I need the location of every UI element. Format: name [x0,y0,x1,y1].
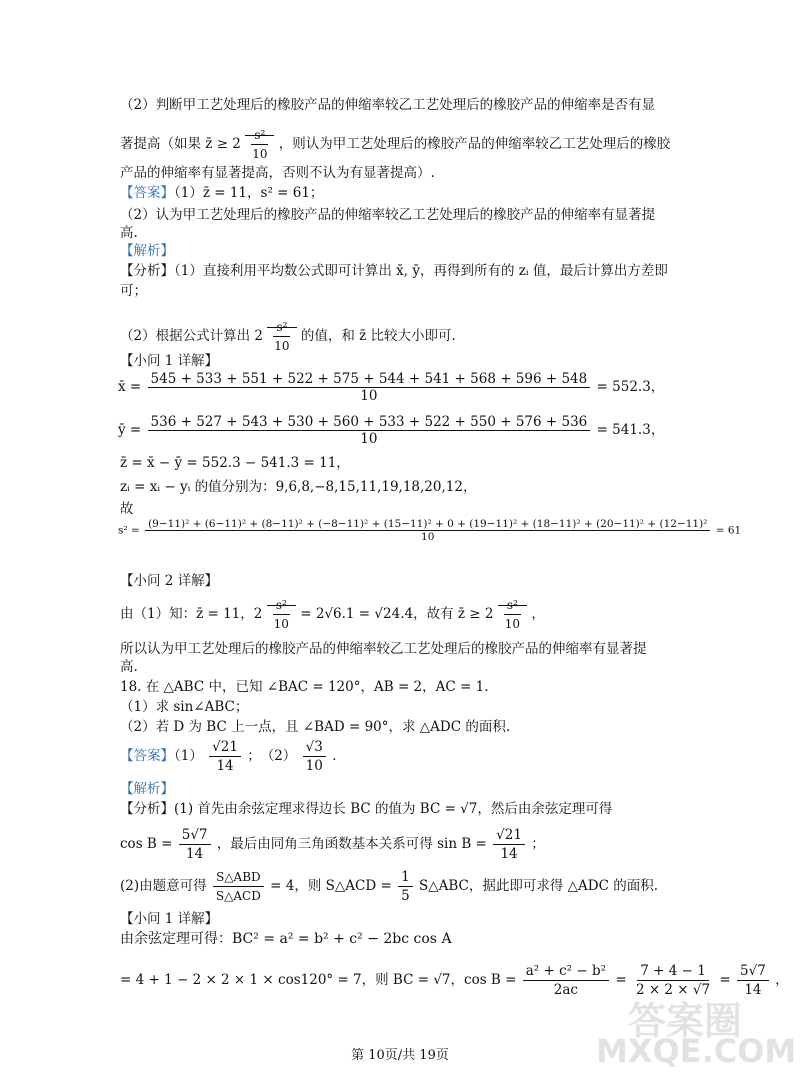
analysis-2-line-1 [120,800,612,818]
one-fifth-num: 1 [398,868,413,887]
one-fifth-den: 5 [401,888,410,904]
sub2-post: ， [531,606,545,622]
question-18-line-2: （1）求 sin∠ABC； [120,699,249,715]
frac-num: s² [251,126,268,145]
subquestion-2-line-3: 高. [120,659,138,675]
sqrt-s2-over-10 [267,320,296,353]
variance-lhs: s² = [118,524,140,537]
subquestion-2-line-1 [120,596,545,633]
analysis-2-text: (1) 首先由余弦定理求得边长 BC 的值为 BC = √7，然后由余弦定理可得 [174,801,613,817]
subquestion-2-line-2: 所以认为甲工艺处理后的橡胶产品的伸缩率较乙工艺处理后的橡胶产品的伸缩率有显著提 [120,641,647,657]
analysis-tag-1: 【解析】 [120,243,174,259]
final-f2-den: 2 × 2 × √7 [635,982,711,998]
cosine-law-line: 由余弦定理可得：BC² = a² = b² + c² − 2bc cos A [120,931,452,947]
analysis-2-mid: ，最后由同角三角函数基本关系可得 sin B = [216,836,487,852]
frac-den: 10 [252,147,268,161]
answer-2-part-1: （1） [174,748,203,764]
xbar-denominator: 10 [360,388,378,404]
answer-2-f1-num: √21 [209,738,241,757]
ybar-result: = 541.3， [596,422,665,438]
ybar-equation [118,414,664,447]
frac-den: 10 [274,339,290,353]
answer-1-text: （1）z̄ = 11，s² = 61； [174,185,324,201]
question-2-line-1: （2）判断甲工艺处理后的橡胶产品的伸缩率较乙工艺处理后的橡胶产品的伸缩率是否有显 [120,97,656,113]
sub2-pre: 由（1）知：z̄ = 11，2 [120,606,263,622]
cos-b-num: 5√7 [179,826,211,845]
analysis-2-line-2 [120,826,545,863]
variance-result: = 61 [715,524,742,537]
frac-den: 10 [504,617,521,631]
sin-b-den: 14 [500,846,518,862]
page-footer: 第 10页/共 19页 [351,1048,449,1063]
analysis-1-line-2: 可； [120,283,147,299]
analysis-1-line-3 [120,318,456,355]
watermark-url: MXQE.COM [596,1032,797,1070]
fenxi-tag: 【分析】 [120,801,174,817]
answer-1-line-2: （2）认为甲工艺处理后的橡胶产品的伸缩率较乙工艺处理后的橡胶产品的伸缩率有显著提 [120,207,656,223]
answer-1-line-3: 高. [120,225,138,241]
final-eq-2: = [719,972,731,988]
frac-num: s² [273,318,290,337]
final-f3-den: 14 [744,982,762,998]
cos-b-den: 14 [186,846,204,862]
sin-b-num: √21 [493,826,525,845]
cos-b-lhs: cos B = [120,836,173,852]
final-f1-den: 2ac [553,982,578,998]
xbar-lhs: x̄ = [118,379,142,395]
xbar-equation [118,371,664,404]
final-f2-num: 7 + 4 − 1 [637,962,709,981]
fenxi-text: （1）直接利用平均数公式即可计算出 x̄, ȳ，再得到所有的 zᵢ 值，最后计算出方差即 [174,263,668,279]
final-f1-num: a² + c² − b² [523,962,609,981]
watermark-logo: 答案圈 [628,999,743,1043]
variance-numerator: (9−11)² + (6−11)² + (8−11)² + (−8−11)² + (15−11)² + 0 + (19−11)² + (18−11)² + (20−11)² + (12−11)² [145,518,710,531]
zi-values: zᵢ = xᵢ − yᵢ 的值分别为：9,6,8,−8,15,11,19,18,20,12， [120,479,477,495]
answer-tag: 【答案】 [120,185,174,201]
sqrt-s2-over-10 [245,128,274,161]
frac-num: s² [273,596,290,615]
answer-2-f2-den: 10 [305,758,323,774]
question-2-condition-tail: ，则认为甲工艺处理后的橡胶产品的伸缩率较乙工艺处理后的橡胶 [278,136,671,152]
variance-equation [118,518,741,543]
question-18-line-3: （2）若 D 为 BC 上一点，且 ∠BAD = 90°，求 △ADC 的面积. [120,719,511,735]
analysis-1-line-3-pre: （2）根据公式计算出 2 [120,328,263,344]
frac-num: s² [504,596,521,615]
gu-text: 故 [120,501,134,517]
subquestion-2-title: 【小问 2 详解】 [120,573,219,589]
final-f3-num: 5√7 [737,962,769,981]
analysis-1-line-1 [120,262,668,280]
area-ratio-den: S△ACD [215,889,261,903]
sub2-mid: = 2√6.1 = √24.4，故有 z̄ ≥ 2 [300,606,494,622]
area-ratio-pre: (2)由题意可得 [120,878,207,894]
question-18-line-1: 18. 在 △ABC 中，已知 ∠BAC = 120°，AB = 2，AC = 1. [120,679,489,695]
question-2-line-3: 产品的伸缩率有显著提高，否则不认为有显著提高）. [120,165,435,181]
ybar-numerator: 536 + 527 + 543 + 530 + 560 + 533 + 522 + 550 + 576 + 536 [148,414,591,431]
area-ratio-end: S△ABC，据此即可求得 △ADC 的面积. [418,878,658,894]
sqrt-s2-over-10 [498,598,527,631]
answer-1-line-1 [120,184,323,202]
area-ratio-num: S△ABD [213,868,264,887]
area-ratio-mid: = 4，则 S△ACD = [270,878,392,894]
answer-2-f2-num: √3 [303,738,326,757]
answer-tag: 【答案】 [120,748,174,764]
question-2-line-2 [120,126,670,163]
fenxi-tag: 【分析】 [120,263,174,279]
final-eq-1: = [615,972,627,988]
subquestion-1b-title: 【小问 1 详解】 [120,911,219,927]
answer-2-sep: ； （2） [247,748,297,764]
answer-2-end: . [332,748,337,764]
ybar-lhs: ȳ = [118,422,142,438]
final-pre: = 4 + 1 − 2 × 2 × 1 × cos120° = 7，则 BC = √7，cos B = [120,972,517,988]
analysis-1-line-3-post: 的值，和 z̄ 比较大小即可. [300,328,456,344]
frac-den: 10 [273,617,289,631]
subquestion-1-title: 【小问 1 详解】 [120,353,219,369]
analysis-2-line-3 [120,868,658,905]
question-2-condition: 著提高（如果 z̄ ≥ 2 [120,136,241,152]
analysis-tag-2: 【解析】 [120,781,174,797]
xbar-result: = 552.3， [596,379,665,395]
sqrt-s2-over-10 [267,598,296,631]
answer-2-line [120,738,336,775]
zbar-equation: z̄ = x̄ − ȳ = 552.3 − 541.3 = 11， [120,455,350,471]
analysis-2-end: ； [531,836,545,852]
variance-denominator: 10 [421,531,435,543]
answer-2-f1-den: 14 [216,758,234,774]
ybar-denominator: 10 [360,431,378,447]
final-end: ， [775,972,789,988]
xbar-numerator: 545 + 533 + 551 + 522 + 575 + 544 + 541 + 568 + 596 + 548 [148,371,591,388]
